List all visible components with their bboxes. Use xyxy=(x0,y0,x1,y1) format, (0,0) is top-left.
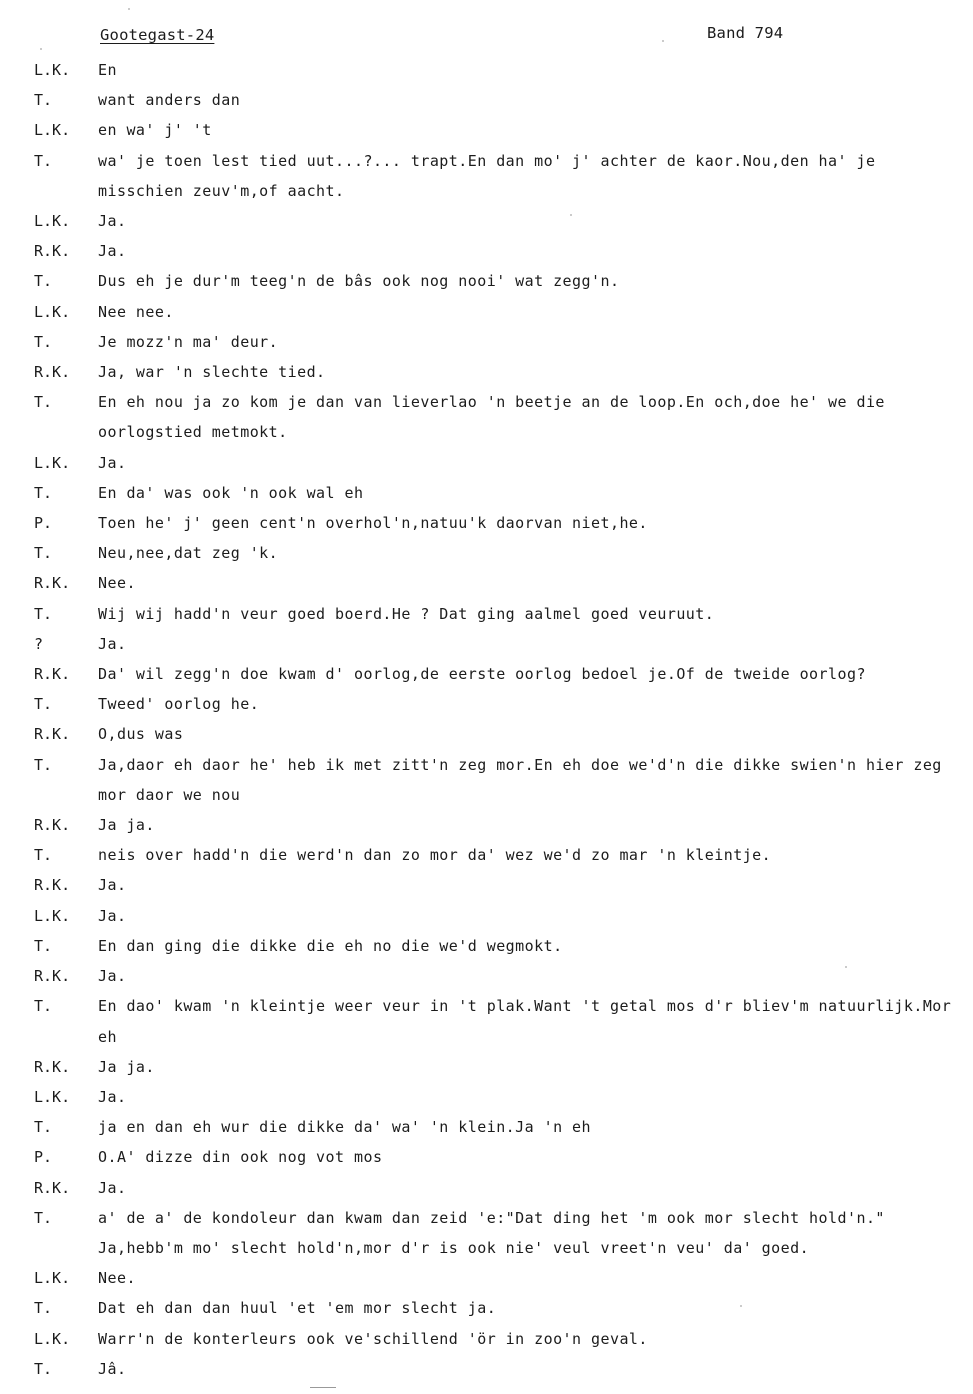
utterance-text: Ja ja. xyxy=(98,816,155,835)
speaker-label: L.K. xyxy=(34,1269,71,1288)
transcript-line xyxy=(0,206,973,236)
utterance-text: En dan ging die dikke die eh no die we'd wegmokt. xyxy=(98,936,563,955)
speaker-label: T. xyxy=(34,604,53,623)
band-number: Band 794 xyxy=(707,24,784,42)
transcript-line xyxy=(0,327,973,357)
speaker-label: P. xyxy=(34,514,53,533)
transcript-line xyxy=(0,1142,973,1172)
speaker-label: T. xyxy=(34,1299,53,1318)
utterance-text: Tweed' oorlog he. xyxy=(98,695,260,714)
speaker-label: T. xyxy=(34,483,53,502)
utterance-text: Nee. xyxy=(98,574,136,593)
transcript-line xyxy=(0,599,973,629)
speaker-label: P. xyxy=(34,1148,53,1167)
utterance-text: En dao' kwam 'n kleintje weer veur in 't plak.Want 't getal mos d'r bliev'm natuurlijk.Mor eh xyxy=(98,997,952,1046)
scan-speck xyxy=(845,966,847,968)
transcript-line xyxy=(0,146,973,206)
transcript-line xyxy=(0,1293,973,1323)
utterance-text: Neu,nee,dat zeg 'k. xyxy=(98,544,279,563)
transcript-line xyxy=(0,568,973,598)
utterance-text: Je mozz'n ma' deur. xyxy=(98,332,279,351)
speaker-label: T. xyxy=(34,332,53,351)
speaker-label: T. xyxy=(34,1359,53,1378)
speaker-label: T. xyxy=(34,755,53,774)
transcript-body xyxy=(0,55,973,1384)
utterance-text: En eh nou ja zo kom je dan van lieverlao 'n beetje an de loop.En och,doe he' we die oorlogstied metmokt. xyxy=(98,393,885,442)
utterance-text: Ja. xyxy=(98,906,127,925)
speaker-label: R.K. xyxy=(34,574,71,593)
speaker-label: R.K. xyxy=(34,967,71,986)
transcript-line xyxy=(0,266,973,296)
speaker-label: R.K. xyxy=(34,665,71,684)
transcript-line xyxy=(0,1052,973,1082)
speaker-label: L.K. xyxy=(34,302,71,321)
utterance-text: Da' wil zegg'n doe kwam d' oorlog,de eerste oorlog bedoel je.Of de tweide oorlog? xyxy=(98,665,866,684)
transcript-line xyxy=(0,689,973,719)
footer-rule xyxy=(310,1387,336,1388)
utterance-text: Ja. xyxy=(98,876,127,895)
utterance-text: Jâ. xyxy=(98,1359,127,1378)
speaker-label: T. xyxy=(34,151,53,170)
transcript-line xyxy=(0,1112,973,1142)
utterance-text: Dus eh je dur'm teeg'n de bâs ook nog nooi' wat zegg'n. xyxy=(98,272,620,291)
transcript-line xyxy=(0,870,973,900)
transcript-line xyxy=(0,901,973,931)
speaker-label: L.K. xyxy=(34,1087,71,1106)
speaker-label: L.K. xyxy=(34,61,71,79)
speaker-label: R.K. xyxy=(34,1057,71,1076)
transcript-line xyxy=(0,750,973,810)
transcript-line xyxy=(0,629,973,659)
speaker-label: T. xyxy=(34,997,53,1016)
transcript-line xyxy=(0,1203,973,1263)
transcript-line xyxy=(0,991,973,1051)
speaker-label: T. xyxy=(34,936,53,955)
utterance-text: Toen he' j' geen cent'n overhol'n,natuu'k daorvan niet,he. xyxy=(98,514,648,533)
speaker-label: R.K. xyxy=(34,876,71,895)
speaker-label: T. xyxy=(34,846,53,865)
utterance-text: Ja. xyxy=(98,242,127,261)
utterance-text: O,dus was xyxy=(98,725,184,744)
utterance-text: Ja. xyxy=(98,634,127,653)
speaker-label: T. xyxy=(34,91,53,110)
speaker-label: R.K. xyxy=(34,725,71,744)
transcript-line xyxy=(0,719,973,749)
utterance-text: neis over hadd'n die werd'n dan zo mor da' wez we'd zo mar 'n kleintje. xyxy=(98,846,772,865)
utterance-text: wa' je toen lest tied uut...?... trapt.En dan mo' j' achter de kaor.Nou,den ha' je misschien zeuv'm,of aacht. xyxy=(98,151,876,200)
speaker-label: T. xyxy=(34,695,53,714)
speaker-label: T. xyxy=(34,272,53,291)
speaker-label: L.K. xyxy=(34,121,71,140)
utterance-text: Dat eh dan dan huul 'et 'em mor slecht ja. xyxy=(98,1299,497,1318)
scan-speck xyxy=(128,8,130,10)
speaker-label: R.K. xyxy=(34,816,71,835)
page-title: Gootegast-24 xyxy=(100,26,215,44)
transcript-line xyxy=(0,1173,973,1203)
transcript-line xyxy=(0,659,973,689)
scan-speck xyxy=(570,214,572,216)
speaker-label: L.K. xyxy=(34,453,71,472)
speaker-label: R.K. xyxy=(34,1178,71,1197)
transcript-line xyxy=(0,1082,973,1112)
utterance-text: Ja. xyxy=(98,453,127,472)
utterance-text: a' de a' de kondoleur dan kwam dan zeid 'e:"Dat ding het 'm ook mor slecht hold'n." Ja,hebb'm mo' slecht hold'n,mor d'r is ook nie' veul vreet'n veu' da' goed. xyxy=(98,1208,885,1257)
speaker-label: L.K. xyxy=(34,906,71,925)
speaker-label: R.K. xyxy=(34,363,71,382)
transcript-line xyxy=(0,55,973,85)
transcript-line xyxy=(0,387,973,447)
utterance-text: Ja. xyxy=(98,1087,127,1106)
transcript-line xyxy=(0,840,973,870)
utterance-text: ja en dan eh wur die dikke da' wa' 'n klein.Ja 'n eh xyxy=(98,1118,591,1137)
transcript-line xyxy=(0,961,973,991)
transcript-line xyxy=(0,1263,973,1293)
transcript-line xyxy=(0,478,973,508)
utterance-text: Warr'n de konterleurs ook ve'schillend 'ör in zoo'n geval. xyxy=(98,1329,648,1348)
transcript-line xyxy=(0,810,973,840)
transcript-line xyxy=(0,85,973,115)
transcript-line xyxy=(0,236,973,266)
speaker-label: L.K. xyxy=(34,212,71,231)
utterance-text: En da' was ook 'n ook wal eh xyxy=(98,483,364,502)
transcript-line xyxy=(0,1324,973,1354)
speaker-label: R.K. xyxy=(34,242,71,261)
transcript-line xyxy=(0,115,973,145)
transcript-line xyxy=(0,448,973,478)
speaker-label: T. xyxy=(34,1118,53,1137)
transcript-line xyxy=(0,931,973,961)
speaker-label: T. xyxy=(34,544,53,563)
transcript-line xyxy=(0,1354,973,1384)
utterance-text: O.A' dizze din ook nog vot mos xyxy=(98,1148,383,1167)
scan-speck xyxy=(662,40,664,42)
speaker-label: T. xyxy=(34,1208,53,1227)
utterance-text: Ja. xyxy=(98,967,127,986)
transcript-line xyxy=(0,508,973,538)
utterance-text: Ja,daor eh daor he' heb ik met zitt'n zeg mor.En eh doe we'd'n die dikke swien'n hier zeg mor daor we nou xyxy=(98,755,942,804)
utterance-text: Ja, war 'n slechte tied. xyxy=(98,363,326,382)
scan-speck xyxy=(740,1305,742,1307)
utterance-text: Nee nee. xyxy=(98,302,174,321)
utterance-text: en wa' j' 't xyxy=(98,121,212,140)
utterance-text: Ja ja. xyxy=(98,1057,155,1076)
utterance-text: En xyxy=(98,61,117,79)
transcript-line xyxy=(0,357,973,387)
utterance-text: Nee. xyxy=(98,1269,136,1288)
speaker-label: L.K. xyxy=(34,1329,71,1348)
scan-speck xyxy=(40,48,42,50)
transcript-line xyxy=(0,538,973,568)
utterance-text: Wij wij hadd'n veur goed boerd.He ? Dat ging aalmel goed veuruut. xyxy=(98,604,715,623)
utterance-text: Ja. xyxy=(98,212,127,231)
transcript-line xyxy=(0,297,973,327)
utterance-text: Ja. xyxy=(98,1178,127,1197)
utterance-text: want anders dan xyxy=(98,91,241,110)
speaker-label: ? xyxy=(34,634,44,653)
speaker-label: T. xyxy=(34,393,53,412)
